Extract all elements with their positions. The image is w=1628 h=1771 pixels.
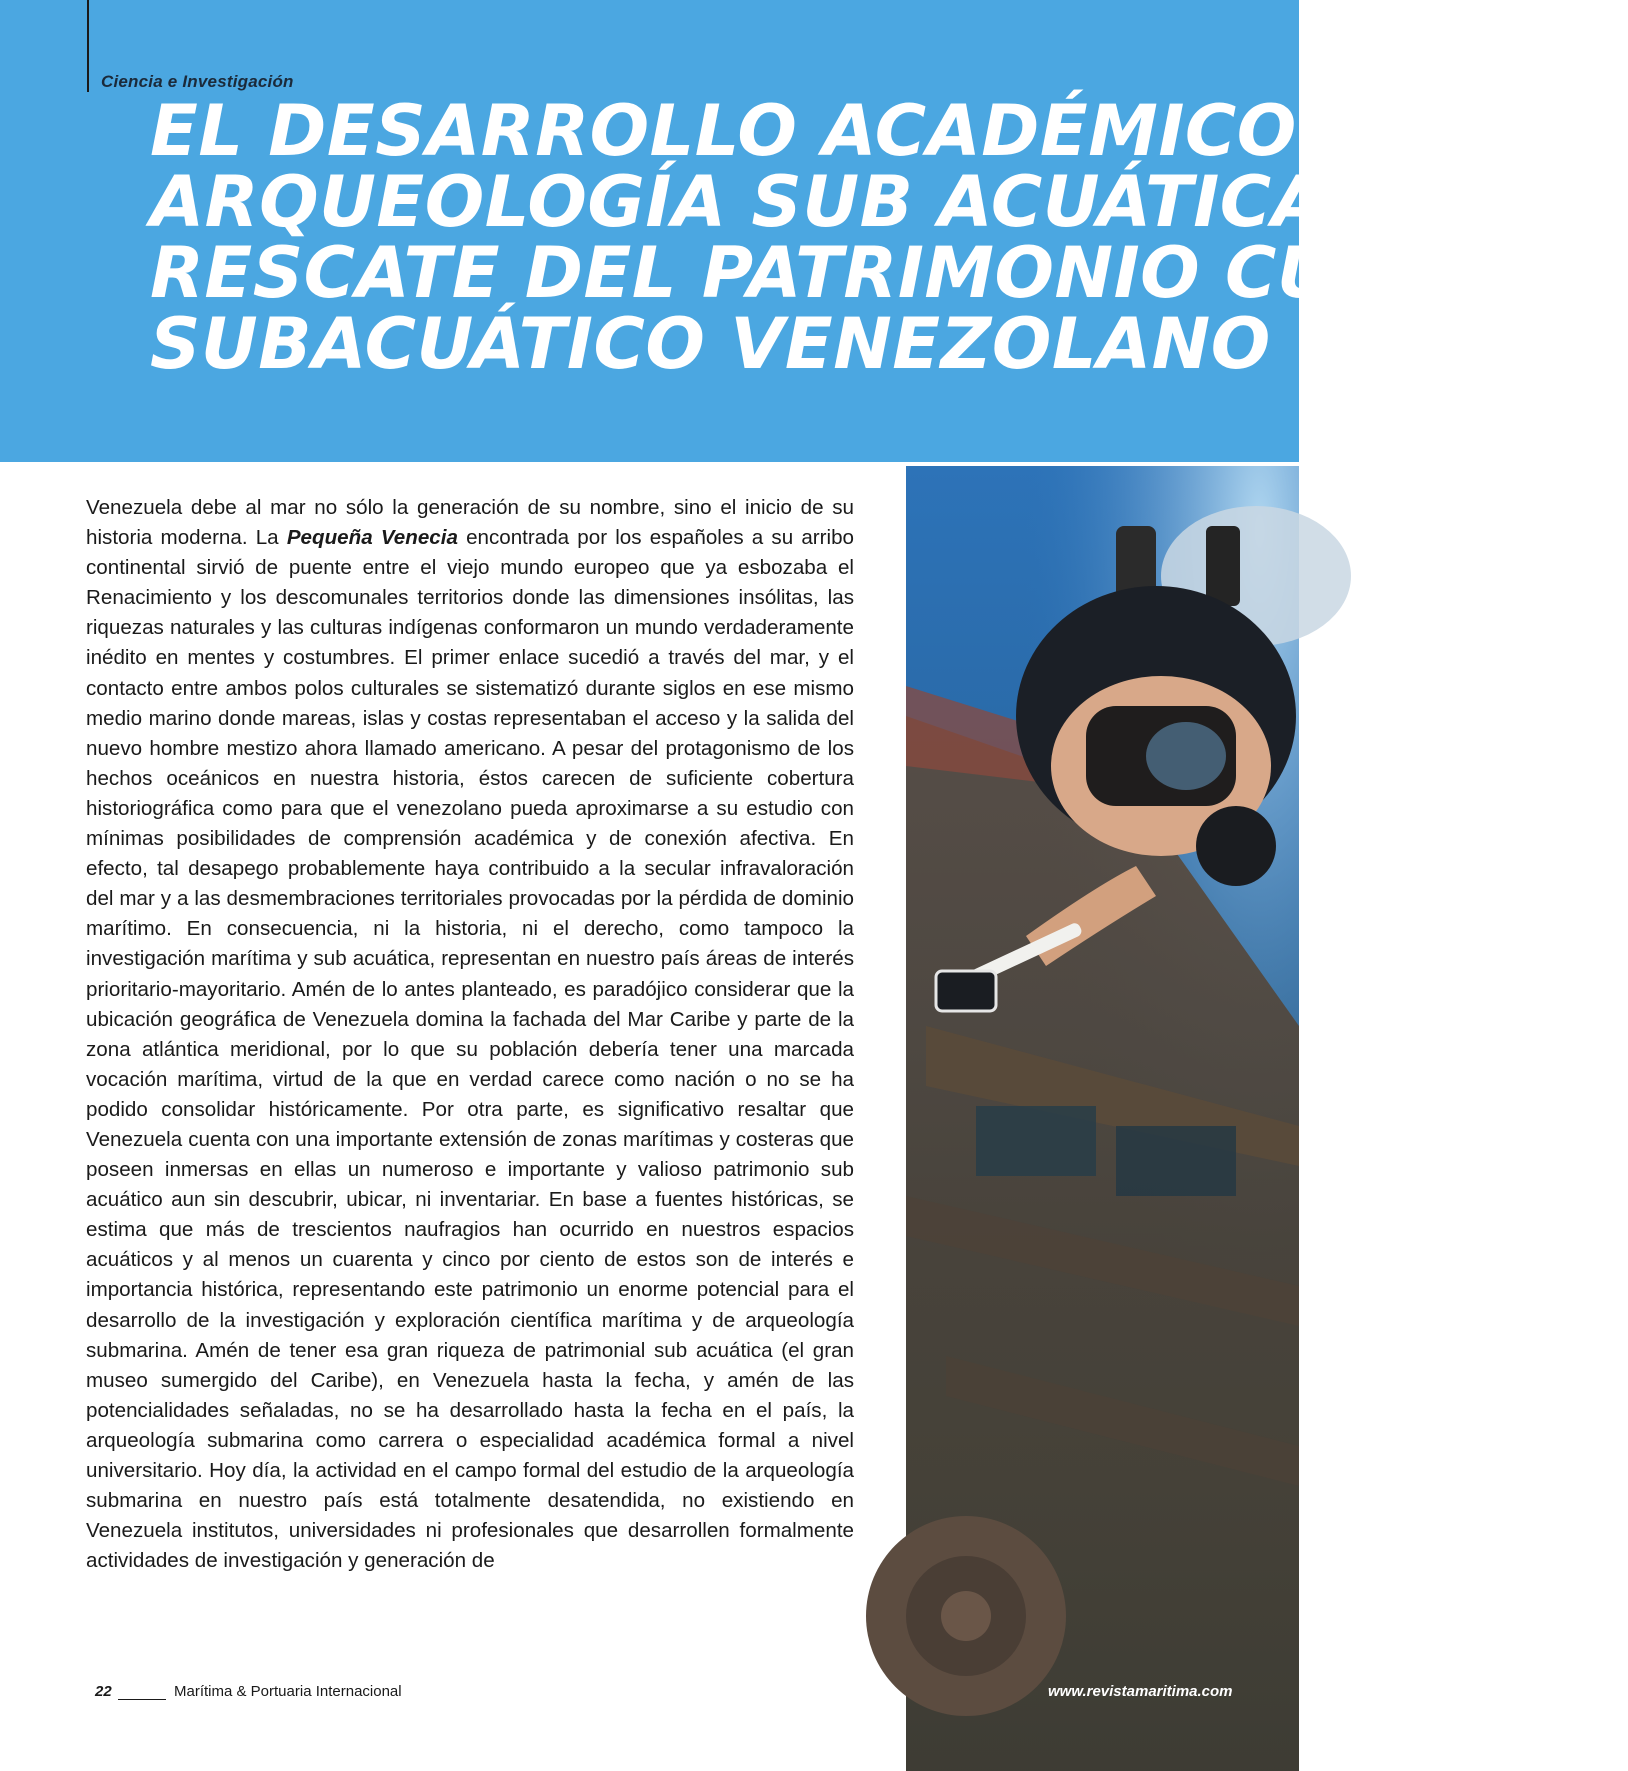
header-band bbox=[0, 0, 1628, 462]
website-link[interactable]: www.revistamaritima.com bbox=[1048, 1683, 1233, 1700]
diver-photo bbox=[906, 466, 1299, 1771]
title-line: SUBACUÁTICO VENEZOLANO bbox=[150, 303, 1271, 385]
diver-illustration bbox=[906, 466, 1299, 1771]
article-title bbox=[150, 90, 1628, 385]
title-line: EL DESARROLLO ACADÉMICO DE LA bbox=[150, 90, 1554, 172]
article-intro: Venezuela debe al mar no sólo la generación de su nombre, sino el inicio de su historia moderna. La bbox=[86, 496, 854, 550]
article-emphasis: Pequeña Venecia bbox=[286, 526, 458, 550]
section-label: Ciencia e Investigación bbox=[101, 72, 294, 91]
article-body-text: encontrada por los españoles a su arribo continental sirvió de puente entre el viejo mundo europeo que ya esbozaba el Renacimiento y los descomunales territorios donde las dimensiones insólitas, las riquezas naturales y las culturas indígenas conformaron un mundo verdaderamente inédito en mentes y costumbres. El primer enlace sucedió a través del mar, y el contacto entre ambos polos culturales se sistematizó durante siglos en ese mismo medio marino donde mareas, islas y costas representaban el acceso y la salida del nuevo hombre mestizo ahora llamado americano. A pesar del protagonismo de los hechos oceánicos en nuestra historia, éstos carecen de suficiente cobertura historiográfica como para que el venezolano pueda aproximarse a su estudio con mínimas posibilidades de comprensión académica y de conexión afectiva. En efecto, tal desapego probablemente haya contribuido a la secular infravaloración del mar y a las desmembraciones territoriales provocadas por la pérdida de dominio marítimo. En consecuencia, ni la historia, ni el derecho, como tampoco la investigación marítima y sub acuática, representan en nuestro país áreas de interés prioritario-mayoritario. Amén de lo antes planteado, es paradójico considerar que la ubicación geográfica de Venezuela domina la fachada del Mar Caribe y parte de la zona atlántica meridional, por lo que su población debería tener una marcada vocación marítima, virtud de la que en verdad carece como nación o no se ha podido consolidar históricamente. Por otra parte, es significativo resaltar que Venezuela cuenta con una importante extensión de zonas marítimas y costeras que poseen inmersas en ellas un numeroso e importante y valioso patrimonio sub acuático aun sin descubrir, ubicar, ni inventariar. En base a fuentes históricas, se estima que más de trescientos naufragios han ocurrido en nuestros espacios acuáticos y al menos un cuarenta y cinco por ciento de estos son de interés e importancia histórica, representando este patrimonio un enorme potencial para el desarrollo de la investigación y exploración científica marítima y de arqueología submarina. Amén de tener esa gran riqueza de patrimonial sub acuática (el gran museo sumergido del Caribe), en Venezuela hasta la fecha, y amén de las potencialidades señaladas, no se ha desarrollado hasta la fecha en el país, la arqueología submarina como carrera o especialidad académica formal a nivel universitario. Hoy día, la actividad en el campo formal del estudio de la arqueología submarina en nuestro país está totalmente desatendida, no existiendo en Venezuela institutos, universidades ni profesionales que desarrollen formalmente actividades de investigación y generación de bbox=[86, 526, 854, 1573]
publication-name: Marítima & Portuaria Internacional bbox=[174, 1683, 402, 1700]
footer-divider bbox=[118, 1699, 166, 1700]
section-divider bbox=[87, 0, 89, 92]
article-body bbox=[86, 493, 854, 1576]
page-number: 22 bbox=[95, 1683, 112, 1700]
title-line: ARQUEOLOGÍA SUB ACUÁTICA Y EL bbox=[150, 161, 1521, 243]
title-line: RESCATE DEL PATRIMONIO CULTURAL bbox=[150, 232, 1628, 314]
